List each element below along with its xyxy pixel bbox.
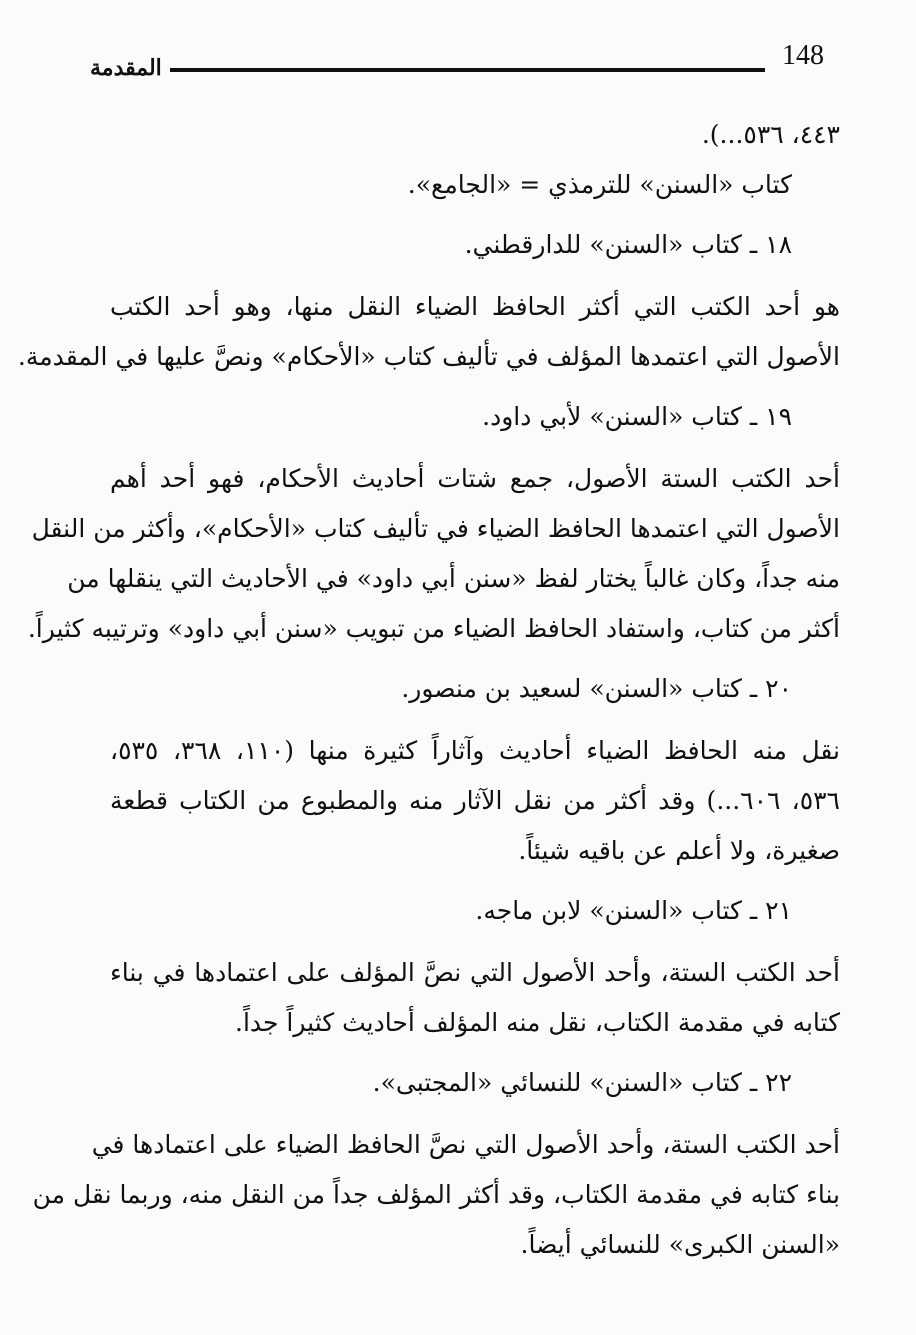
paragraph-line: هو أحد الكتب التي أكثر الحافظ الضياء النقل منها، وهو أحد الكتب	[110, 292, 840, 321]
header-rule	[170, 68, 765, 72]
continuation-line: ٤٤٣، ٥٣٦...).	[701, 120, 840, 149]
paragraph-line: نقل منه الحافظ الضياء أحاديث وآثاراً كثيرة منها (١١٠، ٣٦٨، ٥٣٥،	[110, 736, 840, 765]
paragraph-line: «السنن الكبرى» للنسائي أيضاً.	[520, 1230, 840, 1259]
paragraph-line: ٥٣٦، ٦٠٦...) وقد أكثر من نقل الآثار منه والمطبوع من الكتاب قطعة	[110, 786, 840, 815]
running-head: المقدمة	[90, 55, 162, 81]
paragraph-line: كتابه في مقدمة الكتاب، نقل منه المؤلف أحاديث كثيراً جداً.	[235, 1008, 840, 1037]
entry-heading: ١٩ ـ كتاب «السنن» لأبي داود.	[482, 402, 792, 431]
paragraph-line: أحد الكتب الستة، وأحد الأصول التي نصَّ الحافظ الضياء على اعتمادها في	[91, 1130, 840, 1159]
paragraph-line: أحد الكتب الستة الأصول، جمع شتات أحاديث الأحكام، فهو أحد أهم	[110, 464, 840, 493]
paragraph-line: بناء كتابه في مقدمة الكتاب، وقد أكثر المؤلف جداً من النقل منه، وربما نقل من	[32, 1180, 840, 1209]
paragraph-line: الأصول التي اعتمدها الحافظ الضياء في تأليف كتاب «الأحكام»، وأكثر من النقل	[31, 514, 840, 543]
entry-heading: ٢٢ ـ كتاب «السنن» للنسائي «المجتبى».	[372, 1068, 792, 1097]
paragraph-line: أحد الكتب الستة، وأحد الأصول التي نصَّ المؤلف على اعتمادها في بناء	[110, 958, 840, 987]
body-line: كتاب «السنن» للترمذي = «الجامع».	[407, 170, 792, 199]
page-number: 148	[782, 40, 824, 71]
entry-heading: ١٨ ـ كتاب «السنن» للدارقطني.	[464, 230, 792, 259]
page-content	[17, 110, 840, 1270]
paragraph-line: أكثر من كتاب، واستفاد الحافظ الضياء من تبويب «سنن أبي داود» وترتيبه كثيراً.	[27, 614, 840, 643]
paragraph-line: منه جداً، وكان غالباً يختار لفظ «سنن أبي داود» في الأحاديث التي ينقلها من	[67, 564, 840, 593]
entry-heading: ٢١ ـ كتاب «السنن» لابن ماجه.	[475, 896, 792, 925]
paragraph-line: صغيرة، ولا أعلم عن باقيه شيئاً.	[518, 836, 840, 865]
paragraph-line: الأصول التي اعتمدها المؤلف في تأليف كتاب «الأحكام» ونصَّ عليها في المقدمة.	[17, 342, 840, 371]
entry-heading: ٢٠ ـ كتاب «السنن» لسعيد بن منصور.	[401, 674, 792, 703]
